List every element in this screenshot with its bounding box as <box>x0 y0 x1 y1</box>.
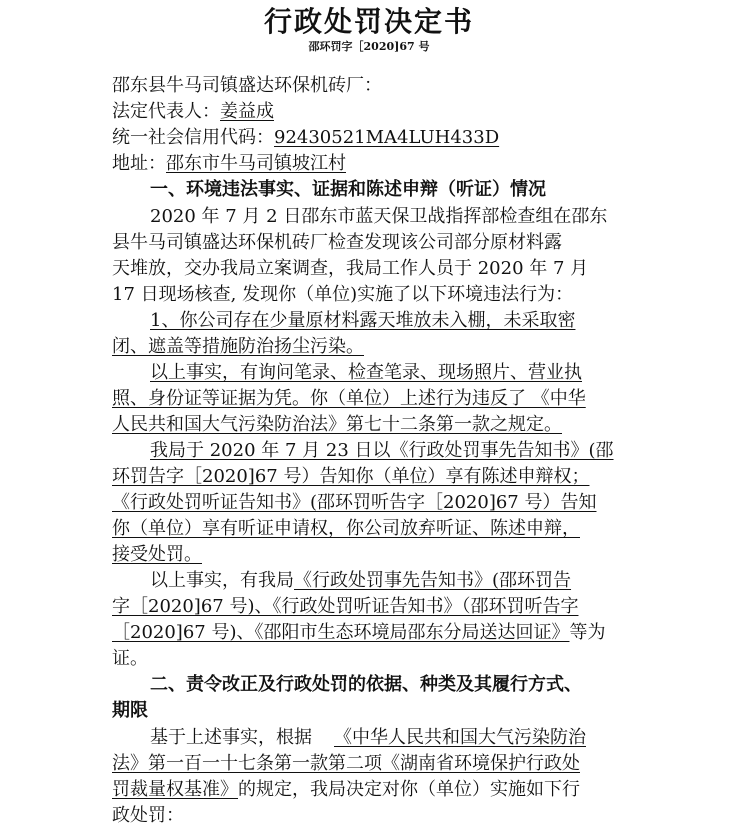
s1-violation-line: 闭、遮盖等措施防治扬尘污染。 <box>112 336 364 357</box>
section2-heading: 期限 <box>112 700 148 721</box>
s1-evidence-line: 照、身份证等证据为凭。你（单位）上述行为违反了 《中华 <box>112 388 586 409</box>
s2-basis-text: 的规定，我局决定对你（单位）实施如下行 <box>238 779 580 800</box>
legal-rep-label: 法定代表人： <box>112 101 220 122</box>
document-number: 邵环罚字［2020]67 号 <box>308 40 430 53</box>
s1-notice-line: 接受处罚。 <box>112 544 202 565</box>
s2-basis-line <box>150 726 738 750</box>
s2-basis-line <box>112 778 732 802</box>
s1-notice-line: 我局于 2020 年 7 月 23 日以《行政处罚事先告知书》(邵 <box>150 440 614 461</box>
credit-code-label: 统一社会信用代码： <box>112 127 274 148</box>
legal-representative <box>112 100 732 124</box>
s1-notice-line: 《行政处罚听证告知书》(邵环罚听告字［2020]67 号）告知 <box>112 492 597 513</box>
s2-basis-law: 罚裁量权基准》 <box>112 779 238 800</box>
address-label: 地址： <box>112 153 166 174</box>
s1-p1-line: 天堆放，交办我局立案调查，我局工作人员于 2020 年 7 月 <box>112 258 589 279</box>
s1-summary-text: 等为 <box>569 622 606 643</box>
s1-summary-line: 证。 <box>112 648 148 669</box>
s1-summary-line <box>112 621 732 645</box>
credit-code <box>112 126 732 150</box>
s2-basis-line: 法》第一百一十七条第一款第二项《湖南省环境保护行政处 <box>112 753 580 774</box>
section2-heading: 二、责令改正及行政处罚的依据、种类及其履行方式、 <box>150 674 582 695</box>
s2-basis-text: 基于上述事实，根据 <box>150 727 312 748</box>
s1-notice-line: 环罚告字［2020]67 号）告知你（单位）享有陈述申辩权； <box>112 466 590 487</box>
s1-summary-text: 以上事实，有我局 <box>150 570 294 591</box>
legal-rep-value: 姜益成 <box>220 101 274 122</box>
s1-evidence-line: 人民共和国大气污染防治法》第七十二条第一款之规定。 <box>112 414 562 435</box>
document-title: 行政处罚决定书 <box>263 5 474 38</box>
s1-summary-doc: 《行政处罚事先告知书》(邵环罚告 <box>294 570 572 591</box>
s1-p1-line: 县牛马司镇盛达环保机砖厂检查发现该公司部分原材料露 <box>112 232 562 253</box>
s1-summary-doc: ［2020]67 号)、《邵阳市生态环境局邵东分局送达回证》 <box>112 622 570 643</box>
section1-heading: 一、环境违法事实、证据和陈述申辩（听证）情况 <box>150 179 546 200</box>
company-name: 邵东县牛马司镇盛达环保机砖厂： <box>112 75 382 96</box>
address-value: 邵东市牛马司镇坡江村 <box>166 153 346 174</box>
s1-summary-line: 字［2020]67 号)、《行政处罚听证告知书》（邵环罚听告字 <box>112 596 579 617</box>
s2-basis-law: 《中华人民共和国大气污染防治 <box>334 727 586 748</box>
s1-summary-line <box>150 569 738 593</box>
s1-p1-line: 2020 年 7 月 2 日邵东市蓝天保卫战指挥部检查组在邵东 <box>150 206 608 227</box>
s1-p1-line: 17 日现场核查, 发现你（单位)实施了以下环境违法行为： <box>112 284 574 305</box>
address <box>112 152 732 176</box>
s1-evidence-line: 以上事实，有询问笔录、检查笔录、现场照片、营业执 <box>150 362 582 383</box>
s2-basis-line: 政处罚： <box>112 805 184 826</box>
s1-violation-line: 1、你公司存在少量原材料露天堆放未入棚，未采取密 <box>150 310 576 331</box>
s1-notice-line: 你（单位）享有听证申请权，你公司放弃听证、陈述申辩， <box>112 518 580 539</box>
credit-code-value: 92430521MA4LUH433D <box>274 127 500 148</box>
